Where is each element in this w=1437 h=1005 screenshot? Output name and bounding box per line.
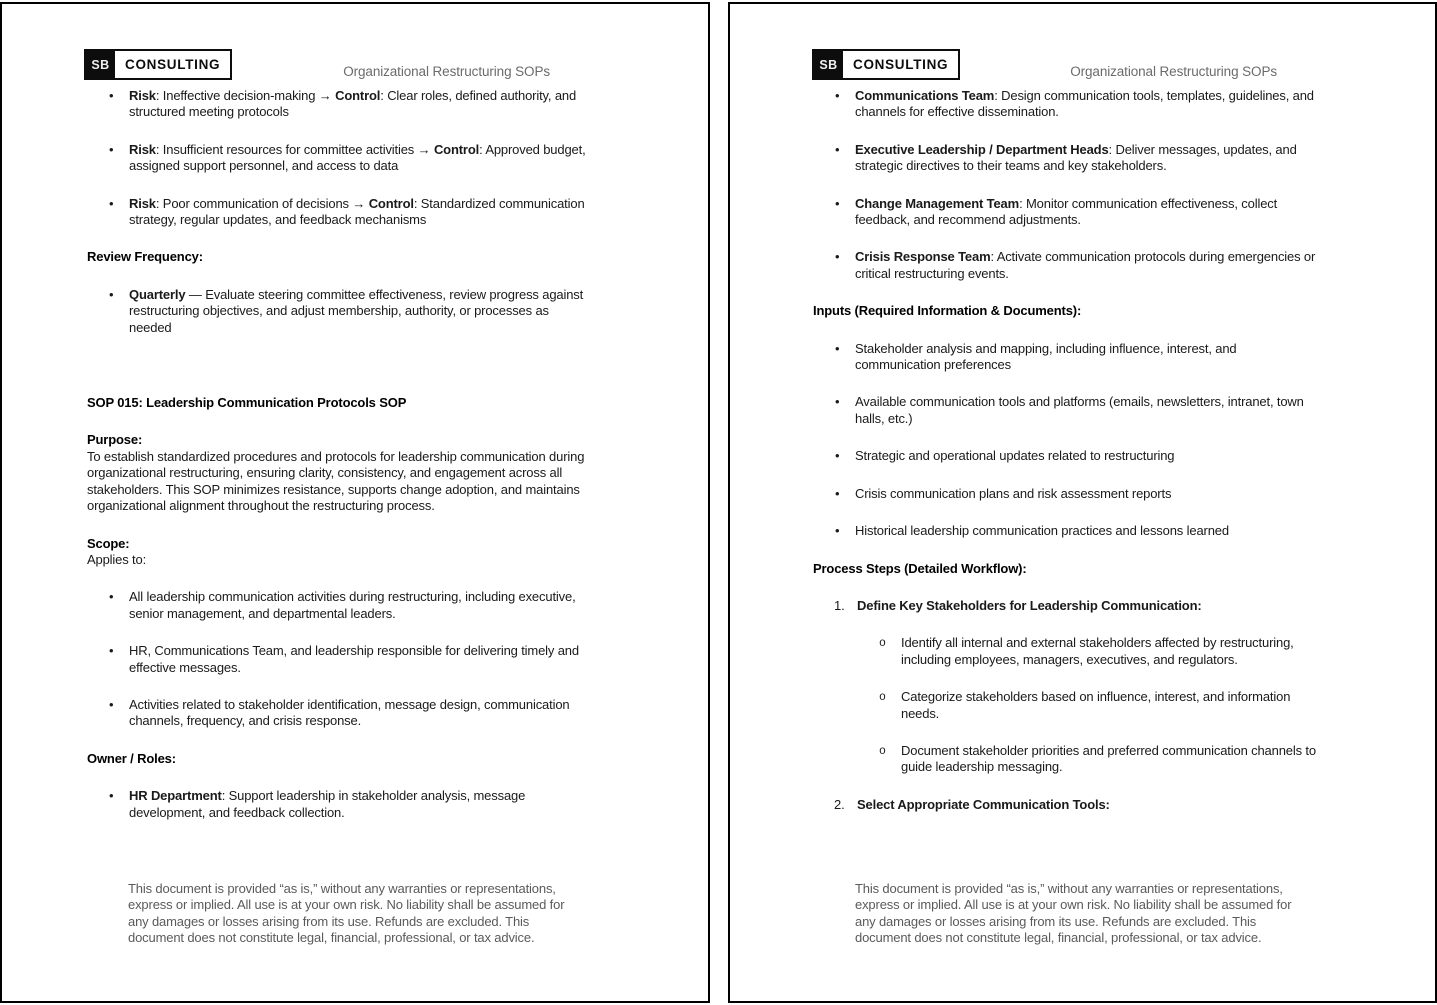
bold-text: Control [335, 88, 381, 103]
circle-marker: o [879, 637, 886, 651]
item-number: 1. [834, 597, 845, 613]
bullet-marker: • [109, 88, 114, 103]
text: — Evaluate steering committee effectiveness, review progress against restructuring objectives, and adjust membership, authority, or processes as needed [129, 286, 584, 335]
text: Categorize stakeholders based on influence, interest, and information needs. [901, 689, 1291, 721]
section-heading: Inputs (Required Information & Documents): [813, 303, 1082, 319]
section-heading: Scope: [87, 535, 130, 551]
text: Stakeholder analysis and mapping, including influence, interest, and communication preferences [855, 340, 1237, 373]
bullet-marker: • [109, 286, 114, 302]
circle-marker: o [879, 691, 886, 705]
bold-text: Control [368, 195, 414, 211]
text: : Ineffective decision-making → [155, 88, 336, 103]
item-number: 2. [834, 796, 845, 812]
bullet-marker: • [109, 195, 114, 211]
list-item [813, 249, 1318, 282]
logo-sb-mark: SB [814, 51, 843, 78]
bullet-marker: • [109, 788, 114, 804]
logo-company-name: CONSULTING [125, 57, 221, 72]
text: Crisis communication plans and risk assessment reports [855, 485, 1172, 501]
document-title: Organizational Restructuring SOPs [1070, 64, 1277, 79]
bold-text: Risk [129, 88, 156, 103]
bold-text: Control [433, 141, 480, 157]
page-1 [0, 2, 710, 1003]
bold-text: Select Appropriate Communication Tools: [857, 796, 1110, 812]
section-heading: SOP 015: Leadership Communication Protocols SOP [87, 395, 407, 411]
list-item [813, 88, 1318, 121]
text: Available communication tools and platforms (emails, newsletters, intranet, town halls, etc.) [855, 394, 1304, 426]
section-heading: Owner / Roles: [87, 750, 176, 766]
page-2 [728, 2, 1437, 1003]
text: : Deliver messages, updates, and strategic directives to their teams and key stakeholders. [855, 141, 1297, 174]
list-item [813, 635, 1318, 668]
company-logo [84, 49, 232, 80]
text: Historical leadership communication practices and lessons learned [855, 523, 1229, 539]
text: : Standardized communication strategy, regular updates, and feedback mechanisms [129, 195, 585, 228]
text: : Clear roles, defined authority, and structured meeting protocols [129, 88, 577, 120]
paragraph: To establish standardized procedures and protocols for leadership communication during organizational restructuring, ensuring clarity, consistency, and engagement across all stakeholders. This SOP minimizes resistance, supports change adoption, and maintains organizational alignment throughout the restructuring process. [87, 448, 585, 514]
sub-bullet-list [813, 635, 1318, 775]
bullet-list [813, 341, 1318, 540]
text: : Design communication tools, templates, guidelines, and channels for effective dissemination. [855, 88, 1314, 120]
bold-text: HR Department [129, 788, 222, 804]
section-heading: Process Steps (Detailed Workflow): [813, 560, 1027, 576]
bold-text: Risk [129, 141, 156, 157]
list-item [813, 196, 1318, 229]
list-item [87, 589, 592, 622]
numbered-item [813, 797, 1318, 813]
list-item [87, 697, 592, 730]
list-item [87, 788, 592, 821]
page-1-header [84, 47, 550, 80]
list-item [813, 448, 1318, 464]
bullet-marker: • [835, 249, 840, 265]
spacer [87, 357, 592, 395]
page-1-content [87, 88, 592, 842]
list-item [813, 523, 1318, 539]
text: Activities related to stakeholder identification, message design, communication channels, frequency, and crisis response. [129, 696, 570, 729]
bullet-list [813, 88, 1318, 282]
text: : Support leadership in stakeholder analysis, message development, and feedback collection. [129, 788, 526, 820]
list-item [813, 486, 1318, 502]
circle-marker: o [879, 744, 886, 758]
bold-text: Executive Leadership / Department Heads [855, 141, 1109, 157]
text: : Poor communication of decisions → [155, 195, 369, 211]
text: : Monitor communication effectiveness, collect feedback, and recommend adjustments. [855, 195, 1278, 228]
list-item [813, 394, 1318, 427]
bullet-list [87, 88, 592, 228]
bullet-marker: • [109, 141, 114, 157]
bold-text: Risk [129, 195, 156, 211]
bold-text: Change Management Team [855, 195, 1020, 211]
bullet-marker: • [835, 448, 840, 464]
bullet-marker: • [835, 340, 840, 356]
bold-text: Communications Team [855, 88, 995, 103]
section-heading: Review Frequency: [87, 249, 203, 265]
bullet-list [87, 287, 592, 336]
text: HR, Communications Team, and leadership responsible for delivering timely and effective messages. [129, 643, 579, 675]
numbered-item [813, 598, 1318, 614]
text: Identify all internal and external stakeholders affected by restructuring, including employees, managers, executives, and regulators. [901, 635, 1294, 667]
paragraph: Applies to: [87, 551, 147, 567]
bullet-marker: • [835, 88, 840, 103]
bold-text: Crisis Response Team [855, 249, 991, 265]
document-title: Organizational Restructuring SOPs [343, 64, 550, 79]
list-item [813, 743, 1318, 776]
bullet-marker: • [109, 589, 114, 605]
text: : Approved budget, assigned support personnel, and access to data [129, 141, 586, 174]
page-2-header [812, 47, 1277, 80]
list-item [87, 643, 592, 676]
list-item [813, 142, 1318, 175]
page-2-disclaimer: This document is provided “as is,” without any warranties or representations, express or implied. All use is at your own risk. No liability shall be assumed for any damages or losses arising from its use. Refunds are excluded. This document does not constitute legal, financial, professional, or tax advice. [855, 881, 1292, 946]
text: : Insufficient resources for committee activities → [155, 141, 434, 157]
list-item [813, 689, 1318, 722]
list-item [813, 341, 1318, 374]
bullet-marker: • [835, 394, 840, 410]
list-item [87, 142, 592, 175]
bullet-marker: • [835, 141, 840, 157]
text: Strategic and operational updates related to restructuring [855, 448, 1175, 464]
text: Document stakeholder priorities and preferred communication channels to guide leadership messaging. [901, 742, 1316, 775]
text: : Activate communication protocols during emergencies or critical restructuring events. [855, 249, 1316, 281]
bold-text: Define Key Stakeholders for Leadership Communication: [857, 597, 1202, 613]
bullet-marker: • [109, 643, 114, 659]
list-item [87, 287, 592, 336]
section-heading: Purpose: [87, 432, 143, 448]
bold-text: Quarterly [129, 286, 186, 302]
bullet-list [87, 589, 592, 729]
page-2-content [813, 88, 1318, 834]
text: All leadership communication activities during restructuring, including executive, senior management, and departmental leaders. [129, 589, 576, 621]
bullet-marker: • [109, 696, 114, 712]
bullet-marker: • [835, 195, 840, 211]
list-item [87, 196, 592, 229]
company-logo [812, 49, 960, 80]
logo-sb-mark: SB [86, 51, 115, 78]
bullet-marker: • [835, 485, 840, 501]
list-item [87, 88, 592, 121]
page-1-disclaimer: This document is provided “as is,” without any warranties or representations, express or implied. All use is at your own risk. No liability shall be assumed for any damages or losses arising from its use. Refunds are excluded. This document does not constitute legal, financial, professional, or tax advice. [128, 881, 565, 946]
bullet-marker: • [835, 523, 840, 539]
logo-company-name: CONSULTING [853, 57, 949, 72]
bullet-list [87, 788, 592, 821]
